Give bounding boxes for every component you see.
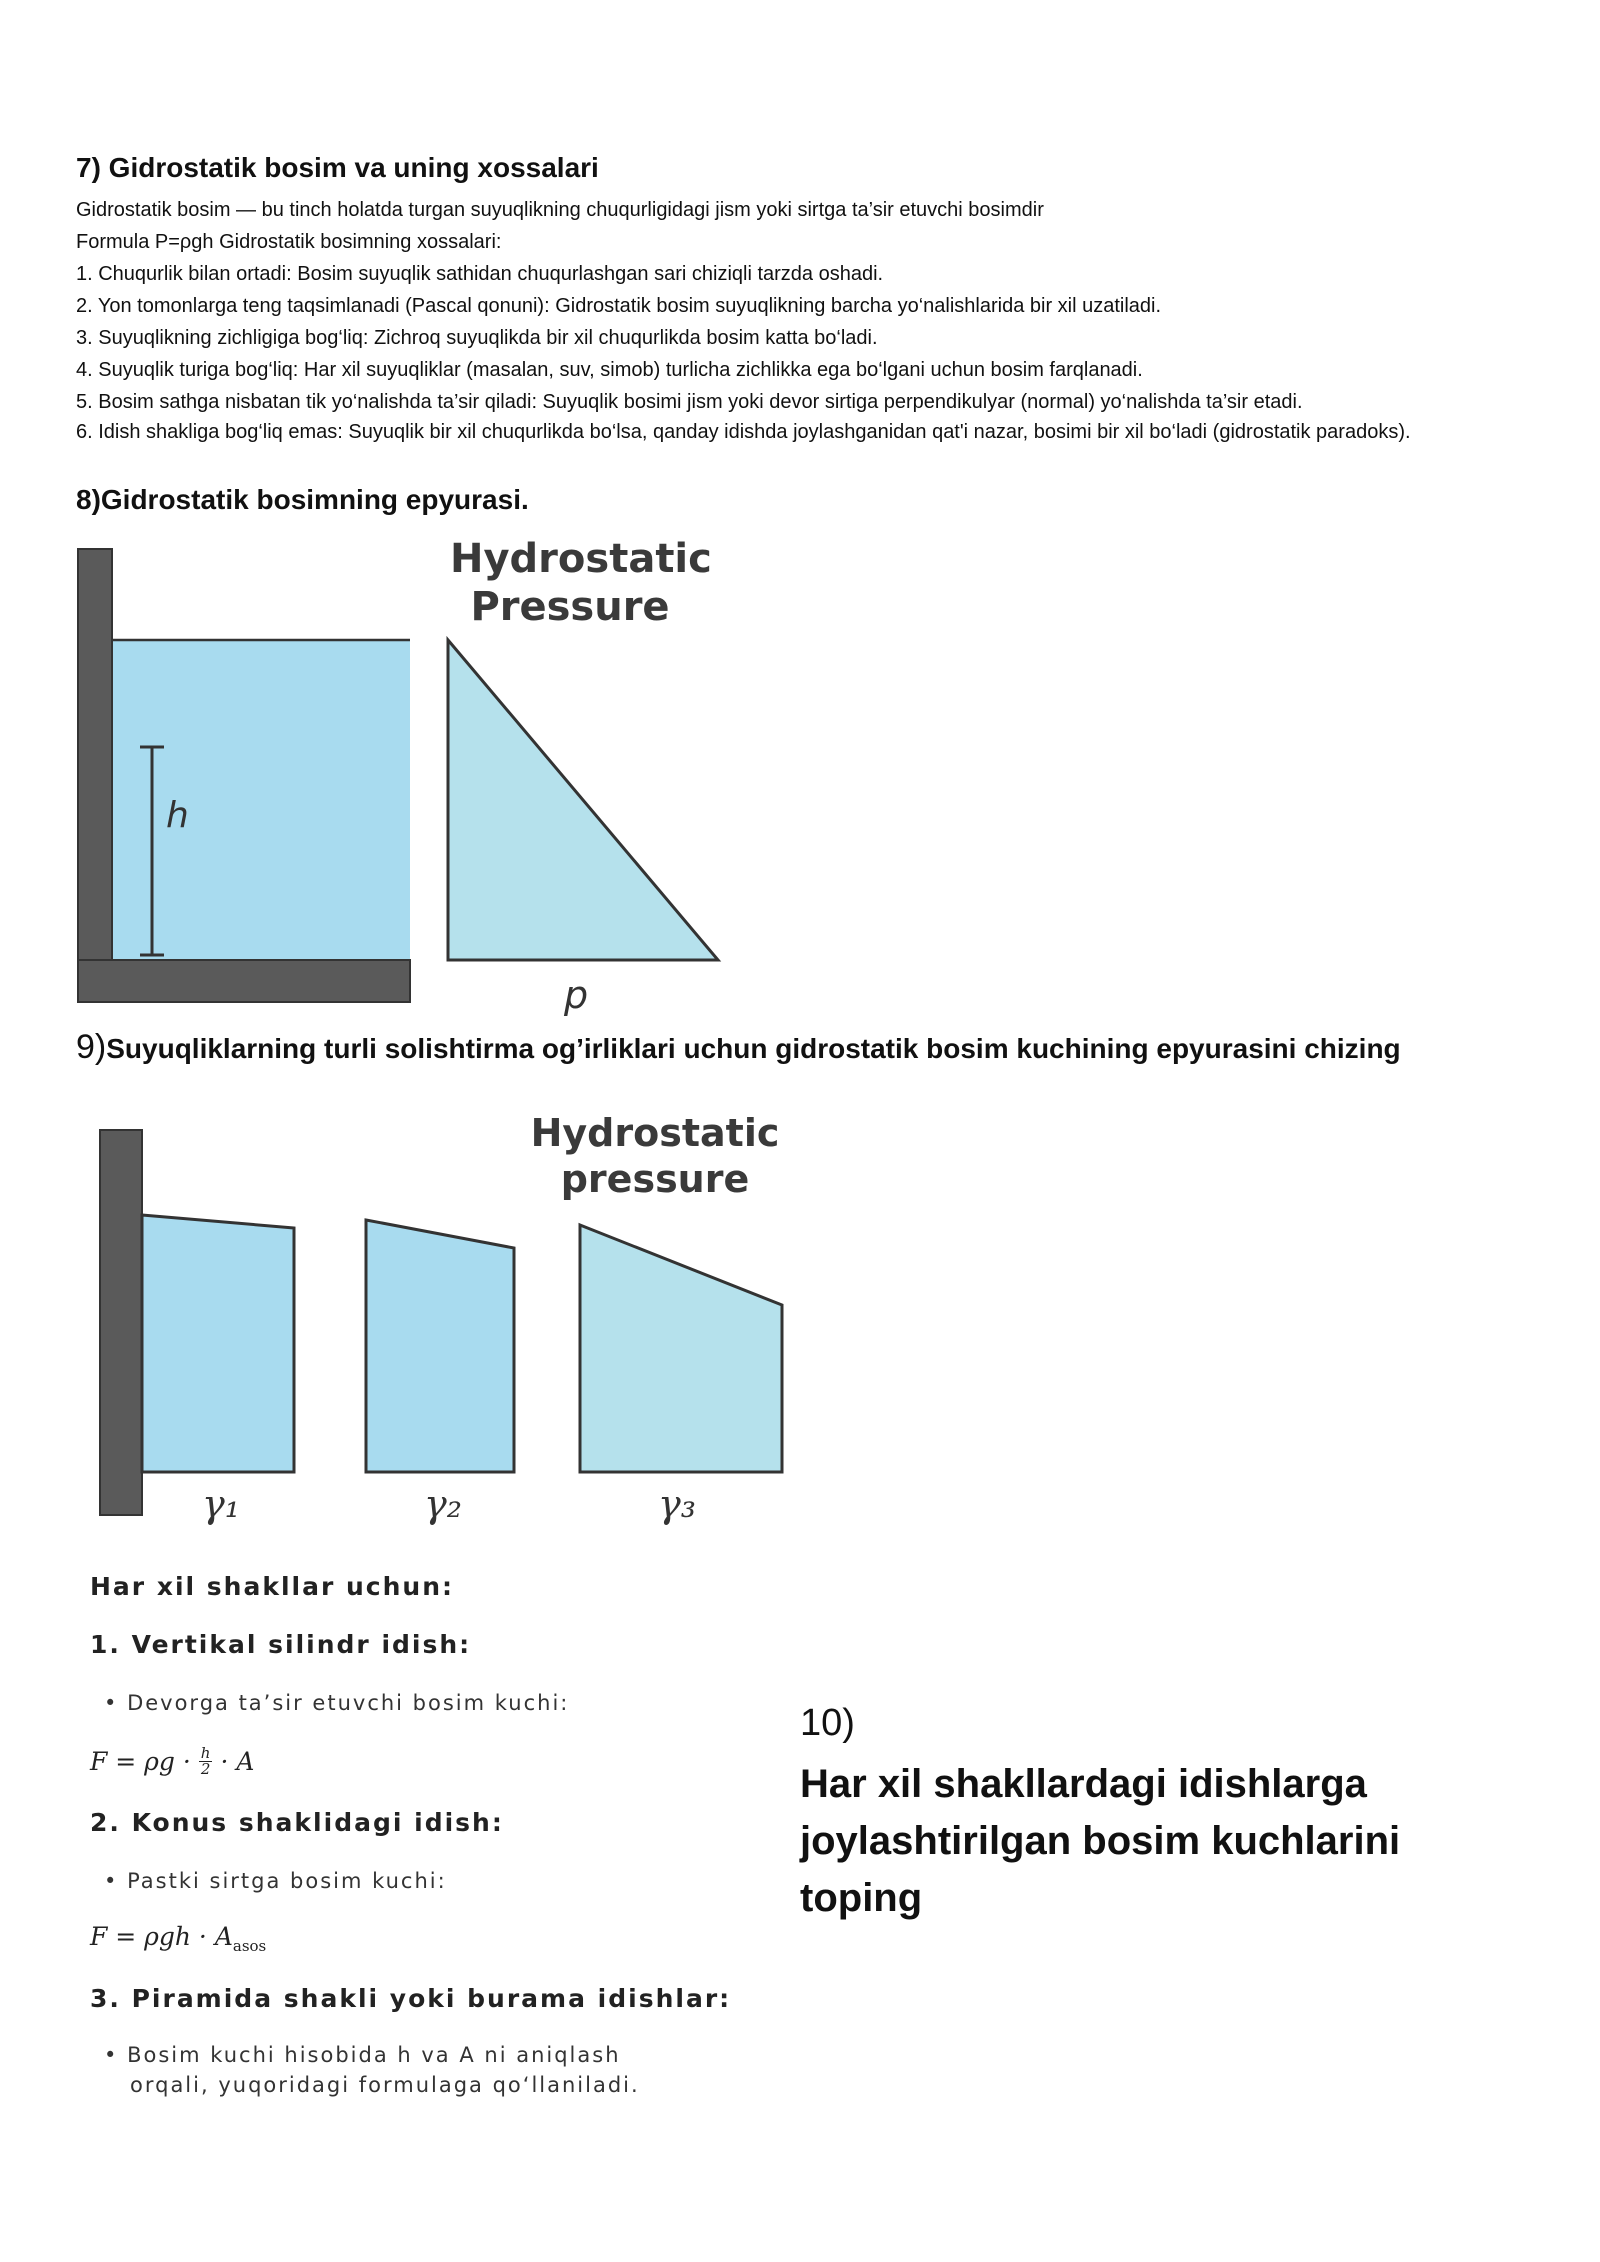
section9-heading xyxy=(76,1028,1401,1067)
item1-bullet: • Devorga ta’sir etuvchi bosim kuchi: xyxy=(104,1691,570,1715)
water-body xyxy=(78,640,410,977)
pressure-label: p xyxy=(564,973,589,1017)
property-item-4: 4. Suyuqlik turiga bog‘liq: Har xil suyuqliklar (masalan, suv, simob) turlicha zichlikka ega bo‘lgani uchun bosim farqlanadi. xyxy=(76,359,1143,381)
section10-number: 10) xyxy=(800,1702,855,1744)
pressure-triangle xyxy=(448,640,718,960)
pressure-block-1 xyxy=(142,1215,294,1472)
pressure-block-3 xyxy=(580,1225,782,1472)
figure-title: Hydrostatic Pressure xyxy=(450,536,712,630)
item2-bullet: • Pastki sirtga bosim kuchi: xyxy=(104,1869,447,1893)
depth-label: h xyxy=(166,795,189,836)
item3-title: 3. Piramida shakli yoki burama idishlar: xyxy=(90,1984,732,2013)
gamma3-label: γ₃ xyxy=(658,1482,696,1526)
property-item-6: 6. Idish shakliga bog‘liq emas: Suyuqlik bir xil chuqurlikda bo‘lsa, qanday idishda joylashganidan qat'i nazar, bosimi bir xil bo‘ladi (gidrostatik paradoks). xyxy=(76,421,1411,443)
section7-title: 7) Gidrostatik bosim va uning xossalari xyxy=(76,152,599,183)
fraction: h 2 xyxy=(200,1744,211,1778)
property-item-2: 2. Yon tomonlarga teng taqsimlanadi (Pascal qonuni): Gidrostatik bosim suyuqlikning barcha yo‘nalishlarida bir xil uzatiladi. xyxy=(76,295,1162,317)
hydrostatic-pressure-figure xyxy=(70,535,750,1025)
gamma1-label: γ₁ xyxy=(202,1482,240,1526)
section9-number: 9) xyxy=(76,1028,107,1066)
item2-title: 2. Konus shaklidagi idish: xyxy=(90,1808,504,1837)
figure2-title: Hydrostatic pressure xyxy=(530,1111,780,1201)
wall-left xyxy=(100,1130,142,1515)
section10-title: Har xil shakllardagi idishlarga joylashtirilgan bosim kuchlarini toping xyxy=(800,1762,1401,1920)
section7-definition: Gidrostatik bosim — bu tinch holatda turgan suyuqlikning chuqurligidagi jism yoki sirtga ta’sir etuvchi bosimdir xyxy=(76,199,1044,221)
item1-title: 1. Vertikal silindr idish: xyxy=(90,1630,472,1659)
pressure-block-2 xyxy=(366,1220,514,1472)
container-floor xyxy=(78,960,410,1002)
container-wall xyxy=(78,549,112,1002)
section8-title: 8)Gidrostatik bosimning epyurasi. xyxy=(76,484,529,515)
property-item-5: 5. Bosim sathga nisbatan tik yo‘nalishda ta’sir qiladi: Suyuqlik bosimi jism yoki devor sirtiga perpendikulyar (normal) yo‘nalishda ta’sir etadi. xyxy=(76,391,1303,413)
shapes-heading: Har xil shakllar uchun: xyxy=(90,1572,455,1601)
section9-title: Suyuqliklarning turli solishtirma og’irliklari uchun gidrostatik bosim kuchining epyurasini chizing xyxy=(106,1033,1401,1064)
property-item-1: 1. Chuqurlik bilan ortadi: Bosim suyuqlik sathidan chuqurlashgan sari chiziqli tarzda oshadi. xyxy=(76,263,884,285)
property-item-3: 3. Suyuqlikning zichligiga bog‘liq: Zichroq suyuqlikda bir xil chuqurlikda bosim katta bo‘ladi. xyxy=(76,327,878,349)
varying-density-figure xyxy=(90,1110,820,1550)
gamma2-label: γ₂ xyxy=(424,1482,462,1526)
item2-formula: $F = \rho gh \cdot A_{asos}$ xyxy=(90,1922,267,1955)
section7-formula-line: Formula P=ρgh Gidrostatik bosimning xossalari: xyxy=(76,231,502,253)
item1-formula: F = ρg · h 2 · A xyxy=(90,1744,255,1778)
item3-bullet: • Bosim kuchi hisobida h va A ni aniqlash orqali, yuqoridagi formulaga qo‘llaniladi. xyxy=(104,2043,640,2097)
